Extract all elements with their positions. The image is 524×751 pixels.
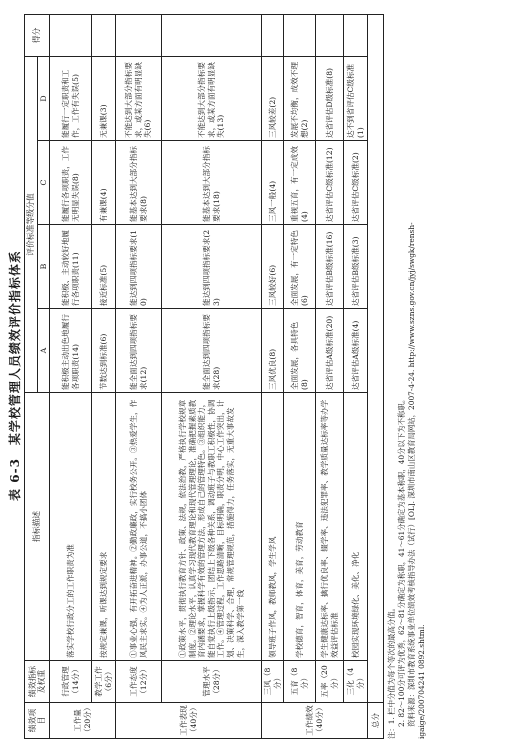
note-2: 2. 82～100分可评为优秀，62～81分确定为称职，41～61分确定为基本称职，40分以下为不称职。 — [397, 395, 407, 727]
grade-d-cell: 不能达到大部分指标要求，或某方面有明显缺失(6) — [116, 57, 162, 141]
grade-a-cell: 能积极主动出色地履行各项职责(14) — [50, 309, 92, 393]
grade-c-cell: 能基本达到大部分指标要求(18) — [162, 141, 262, 225]
table-row — [262, 15, 284, 739]
header-score: 得分 — [25, 15, 50, 57]
grade-d-cell: 不能达到大部分指标要求，或某方面有明显缺失(13) — [162, 57, 262, 141]
grade-a-cell: 达省评估A级标准(4) — [344, 309, 368, 393]
grade-a-cell: 能全面达到四项指标要求(28) — [162, 309, 262, 393]
source-note: 资料来源：深圳市教育系统事业单位绩效考核指导办法（试行）[OL]. 深圳市南山区教育局网站，2007-4-24. http://www.szns.gov.cn/jyj/swgk/rensh- — [407, 222, 417, 727]
grade-b-cell: 能达到四项指标要求(23) — [162, 225, 262, 309]
grade-c-cell: 三风一般(4) — [262, 141, 284, 225]
content-cell: 学生健康达标率、擒行优良率、辍学率、违法犯罪率、教学质量达标率等办学效益评估标准 — [316, 393, 344, 661]
content-cell: 学校德育，智育，体育，美育，劳动教育 — [284, 393, 316, 661]
table-row — [116, 15, 162, 739]
score-cell — [116, 15, 162, 57]
total-row — [368, 15, 384, 739]
score-cell — [92, 15, 116, 57]
grade-c-cell: 有兼课(4) — [92, 141, 116, 225]
project-cell: 工作表现（40分） — [116, 703, 262, 739]
table-row — [344, 15, 368, 739]
grade-a-cell: 全面发展，各具特色(8) — [284, 309, 316, 393]
table-row — [92, 15, 116, 739]
evaluation-table — [24, 14, 384, 739]
indicator-cell: 行政管理（14分） — [50, 661, 92, 703]
indicator-cell: 管理水平（28分） — [162, 661, 262, 703]
header-indicator: 绩效指标及权重 — [25, 661, 50, 703]
grade-d-cell: 达省评估D级标准(8) — [316, 57, 344, 141]
table-row — [162, 15, 262, 739]
score-cell — [316, 15, 344, 57]
content-cell: ①政策水平，贯彻执行教育方针、政策、法规，依法治教，严格执行学校规章制度。②理论水平，认真学习现代教育理论和现代管理理论，准确把握素质教育内涵要求，掌握科学有效的管理方法，形成自己的管理特色。③组织能力，能自觉执行上级指示，团结上下级各种关系，调动班子与教职工积极性，协调工作。④管理过程，工作思路清晰，目标明确，职责分明，中心工作突出，计划、决策科学、合理，常规管理规范，措施得力，任务落实，无重大事故发生，深入教学第一线 — [162, 393, 262, 661]
indicator-cell: 教学工作（6分） — [92, 661, 116, 703]
score-cell — [284, 15, 316, 57]
table-title: 表 6-3 某学校管理人员绩效评价指标体系 — [8, 250, 22, 501]
footnotes — [387, 15, 427, 739]
header-row-1 — [25, 15, 38, 739]
grade-b-cell: 达省评估B级标准(16) — [316, 225, 344, 309]
grade-b-cell: 三风较好(6) — [262, 225, 284, 309]
grade-b-cell: 接近标准(5) — [92, 225, 116, 309]
grade-c-cell: 能基本达到大部分指标要求(8) — [116, 141, 162, 225]
grade-b-cell: 全面发展，有一定特色(6) — [284, 225, 316, 309]
grade-c-cell: 重视五育，有一定成效(4) — [284, 141, 316, 225]
score-cell — [262, 15, 284, 57]
grade-b-cell: 能达到四项指标要求(10) — [116, 225, 162, 309]
grade-b-cell: 达省评估B级标准(3) — [344, 225, 368, 309]
header-grade-d: D — [37, 57, 50, 141]
grade-d-cell: 发展不均衡，成效不理想(2) — [284, 57, 316, 141]
table-row — [50, 15, 92, 739]
grade-a-cell: 三风优良(8) — [262, 309, 284, 393]
grade-a-cell: 节数达到标准(6) — [92, 309, 116, 393]
total-value-cell — [368, 15, 384, 703]
header-grade-c: C — [37, 141, 50, 225]
content-cell: 领导班子作风，教师教风，学生学风 — [262, 393, 284, 661]
grade-d-cell: 三风较差(2) — [262, 57, 284, 141]
grade-b-cell: 能积极、主动较好地履行各项职责(11) — [50, 225, 92, 309]
content-cell: ①事业心强，有开拓奋进精神。②勤政廉政，实行校务公开。③热爱学生，作风民主求实。④为人正派，办事公道，不搞小团体 — [116, 393, 162, 661]
grade-d-cell: 能履行一定职责和工作，工作有失误(5) — [50, 57, 92, 141]
header-grade-group: 评价标准等级分值 — [25, 57, 38, 393]
indicator-cell: 三风（8分） — [262, 661, 284, 703]
grade-c-cell: 达省评估C级标准(12) — [316, 141, 344, 225]
indicator-cell: 五育（8分） — [284, 661, 316, 703]
grade-d-cell: 无兼课(3) — [92, 57, 116, 141]
content-cell: 按规定兼课，听课达到规定要求 — [92, 393, 116, 661]
grade-c-cell: 能履行各项职责，工作无明显失误(8) — [50, 141, 92, 225]
score-cell — [162, 15, 262, 57]
header-grade-a: A — [37, 309, 50, 393]
content-cell: 校园实现环境绿化、美化、净化 — [344, 393, 368, 661]
grade-d-cell: 达不到省评估C级标准(1) — [344, 57, 368, 141]
note-1: 注：1. 栏中分值为每个等次的最高分值。 — [387, 603, 397, 739]
header-grade-b: B — [37, 225, 50, 309]
source-note-cont: igaige/200704241 0892.shtml. — [417, 624, 427, 739]
indicator-cell: 工作态度（12分） — [116, 661, 162, 703]
score-cell — [344, 15, 368, 57]
grade-a-cell: 达省评估A级标准(20) — [316, 309, 344, 393]
project-cell: 工作量（20分） — [50, 703, 116, 739]
header-project: 绩效项目 — [25, 703, 50, 739]
table-row — [316, 15, 344, 739]
indicator-cell: 三化（4分） — [344, 661, 368, 703]
content-cell: 落实学校行政分工的工作职责为准 — [50, 393, 92, 661]
total-label: 总分 — [368, 703, 384, 739]
grade-c-cell: 达省评估C级标准(2) — [344, 141, 368, 225]
table-row — [284, 15, 316, 739]
header-content: 指标描述 — [25, 393, 50, 661]
indicator-cell: 五率（20分） — [316, 661, 344, 703]
grade-a-cell: 能全面达到四项指标要求(12) — [116, 309, 162, 393]
project-cell: 工作绩效（40分） — [262, 703, 368, 739]
score-cell — [50, 15, 92, 57]
